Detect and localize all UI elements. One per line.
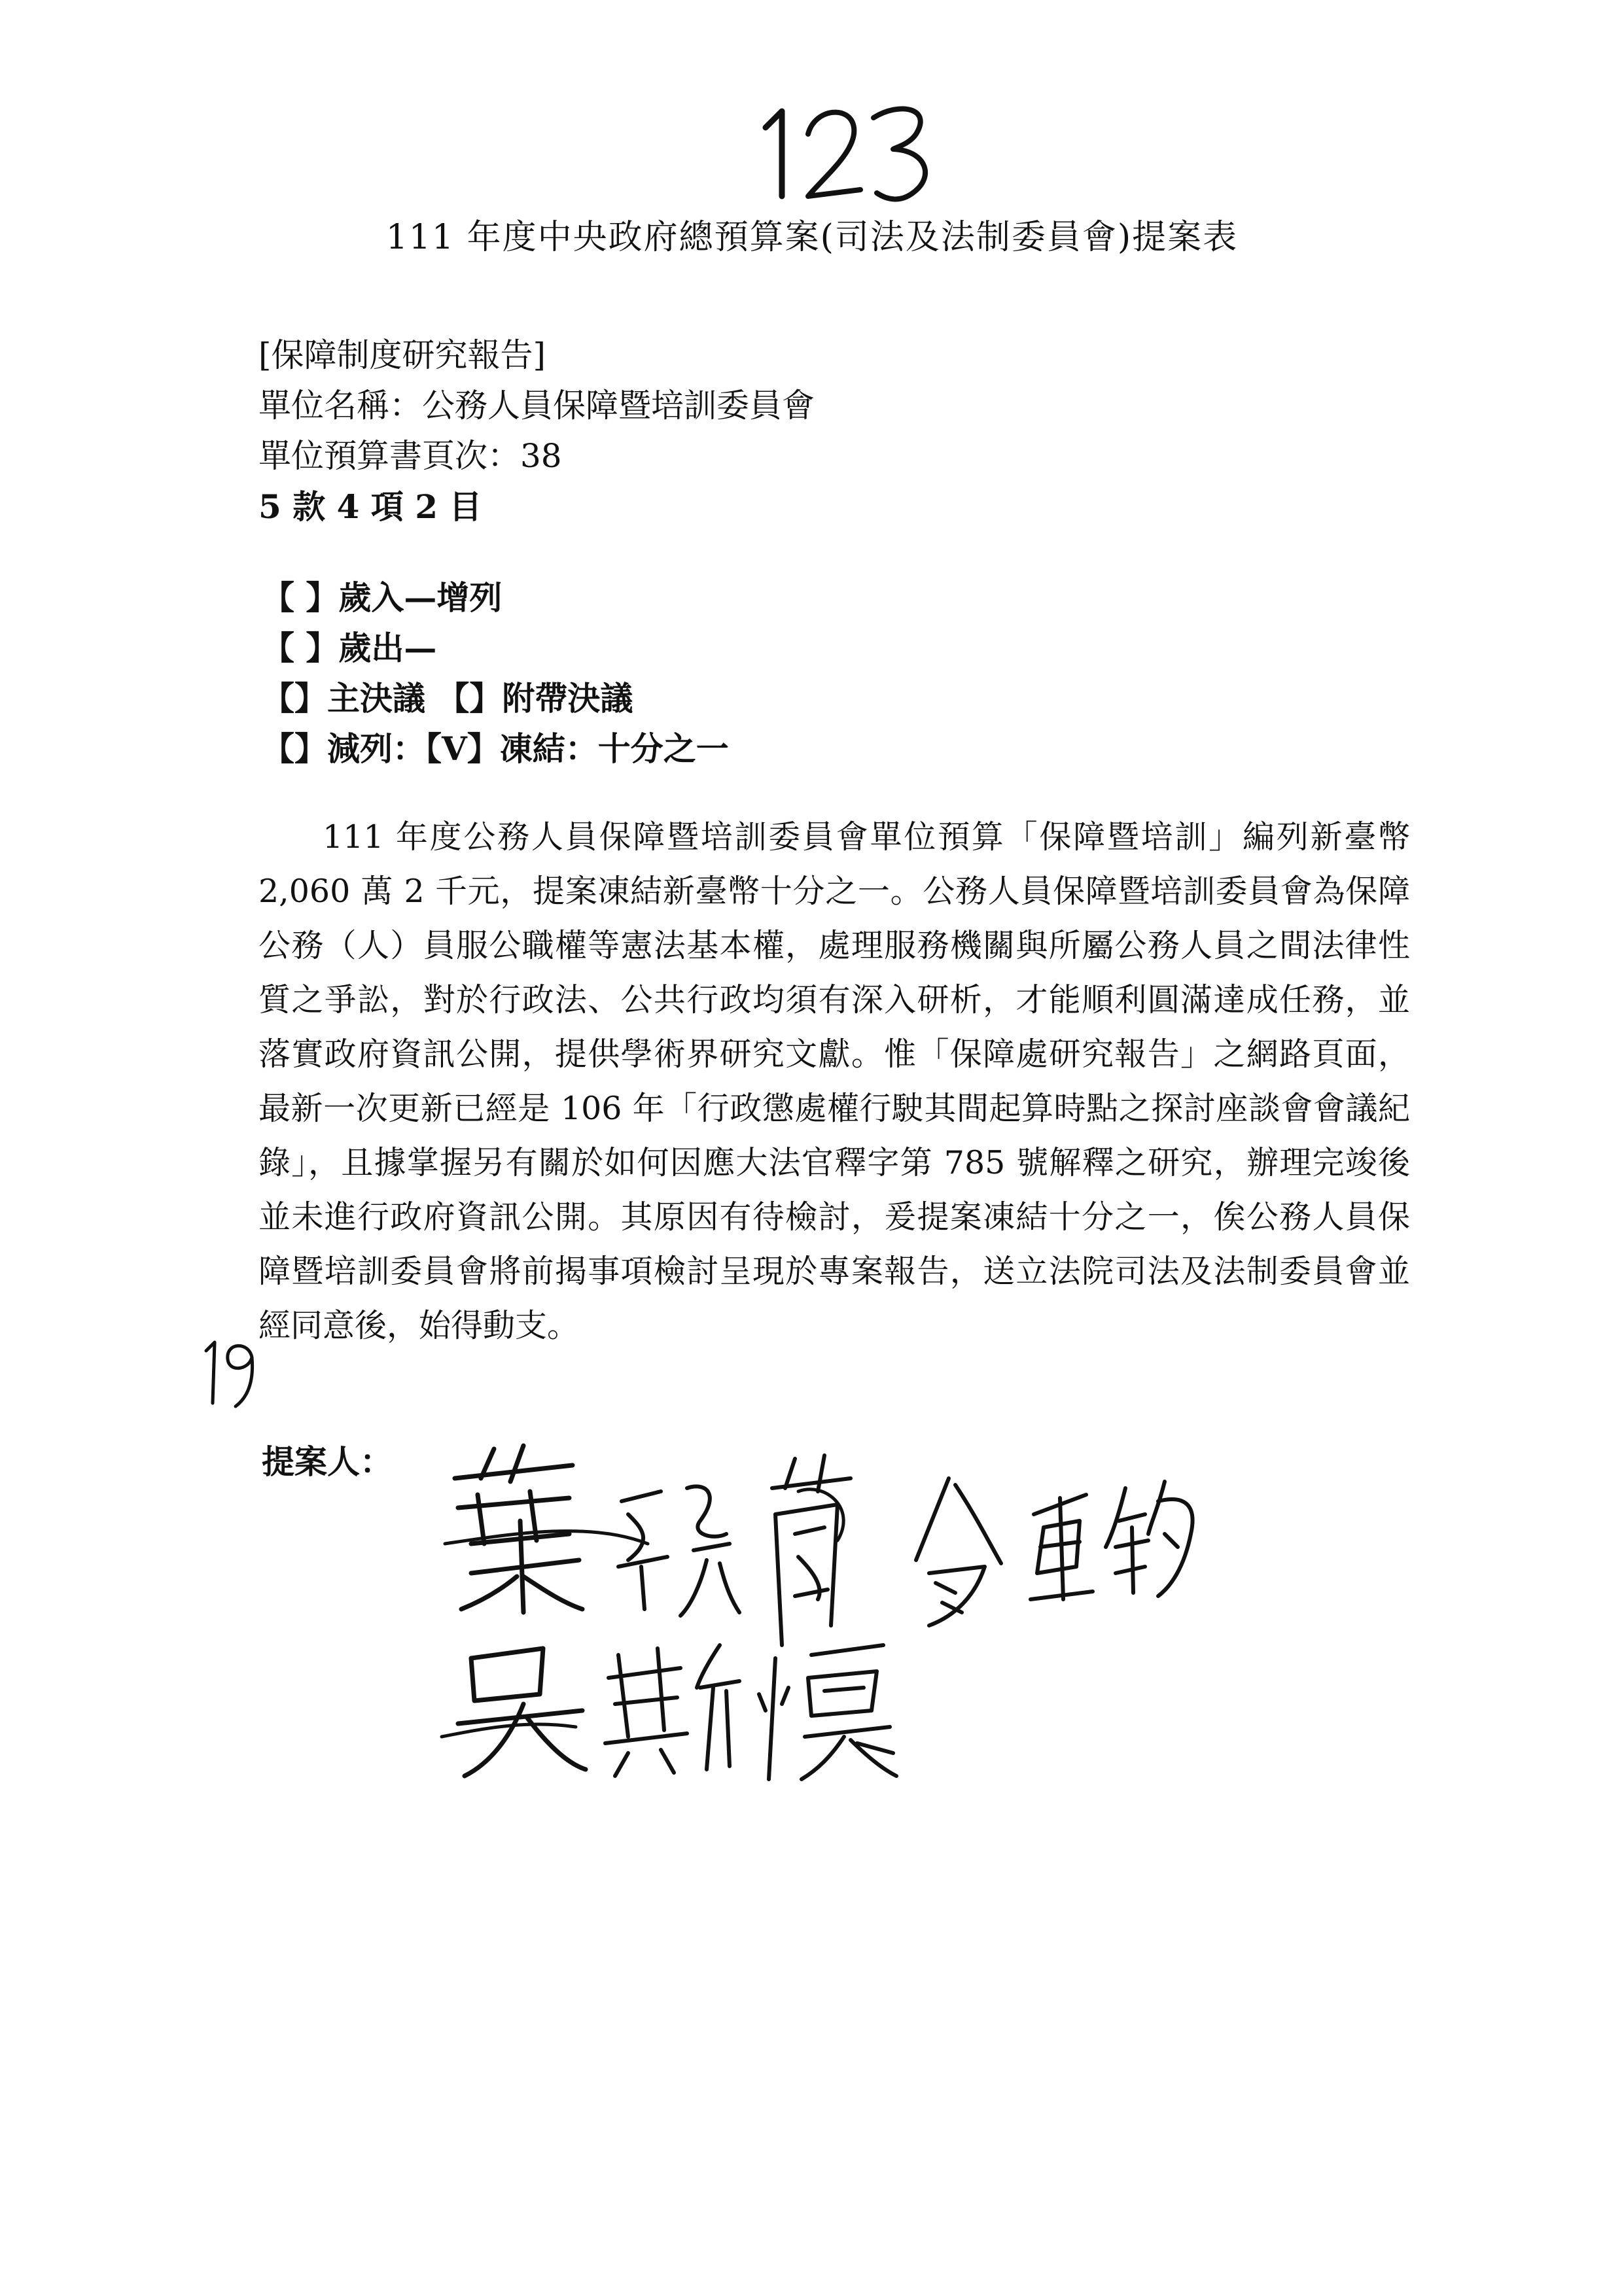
proposer-signatures (432, 1429, 1204, 1783)
option-resolutions: 【】主決議 【】附帶決議 (262, 679, 633, 718)
proposer-label: 提案人： (262, 1442, 393, 1481)
handwritten-page-number (746, 98, 942, 209)
option-expenditure: 【 】歲出— (262, 629, 437, 667)
document-title: 111 年度中央政府總預算案(司法及法制委員會)提案表 (385, 218, 1239, 257)
handwritten-margin-note (196, 1334, 262, 1413)
budget-item: 5 款 4 項 2 目 (258, 487, 482, 526)
budget-page: 單位預算書頁次：38 (258, 437, 562, 475)
header-block (258, 330, 815, 532)
proposal-body: 111 年度公務人員保障暨培訓委員會單位預算「保障暨培訓」編列新臺幣 2,060 萬 2 千元，提案凍結新臺幣十分之一。公務人員保障暨培訓委員會為保障公務（人）員服公職權等憲法基本權，處理服務機關與所屬公務人員之間法律性質之爭訟，對於行政法、公共行政均須有深入研析，才能順利圓滿達成任務，並落實政府資訊公開，提供學術界研究文獻。惟「保障處研究報告」之網路頁面，最新一次更新已經是 106 年「行政懲處權行駛其間起算時點之探討座談會會議紀錄」，且據掌握另有關於如何因應大法官釋字第 785 號解釋之研究，辦理完竣後並未進行政府資訊公開。其原因有待檢討，爰提案凍結十分之一，俟公務人員保障暨培訓委員會將前揭事項檢討呈現於專案報告，送立法院司法及法制委員會並經同意後，始得動支。 (258, 818, 1410, 1344)
option-revenue-increase: 【 】歲入—增列 (262, 578, 503, 617)
proposal-subject: [保障制度研究報告] (258, 336, 546, 374)
proposal-options (262, 572, 729, 774)
unit-name: 單位名稱：公務人員保障暨培訓委員會 (258, 387, 815, 425)
option-reduce-freeze: 【】減列：【V】凍結：十分之一 (262, 729, 729, 768)
